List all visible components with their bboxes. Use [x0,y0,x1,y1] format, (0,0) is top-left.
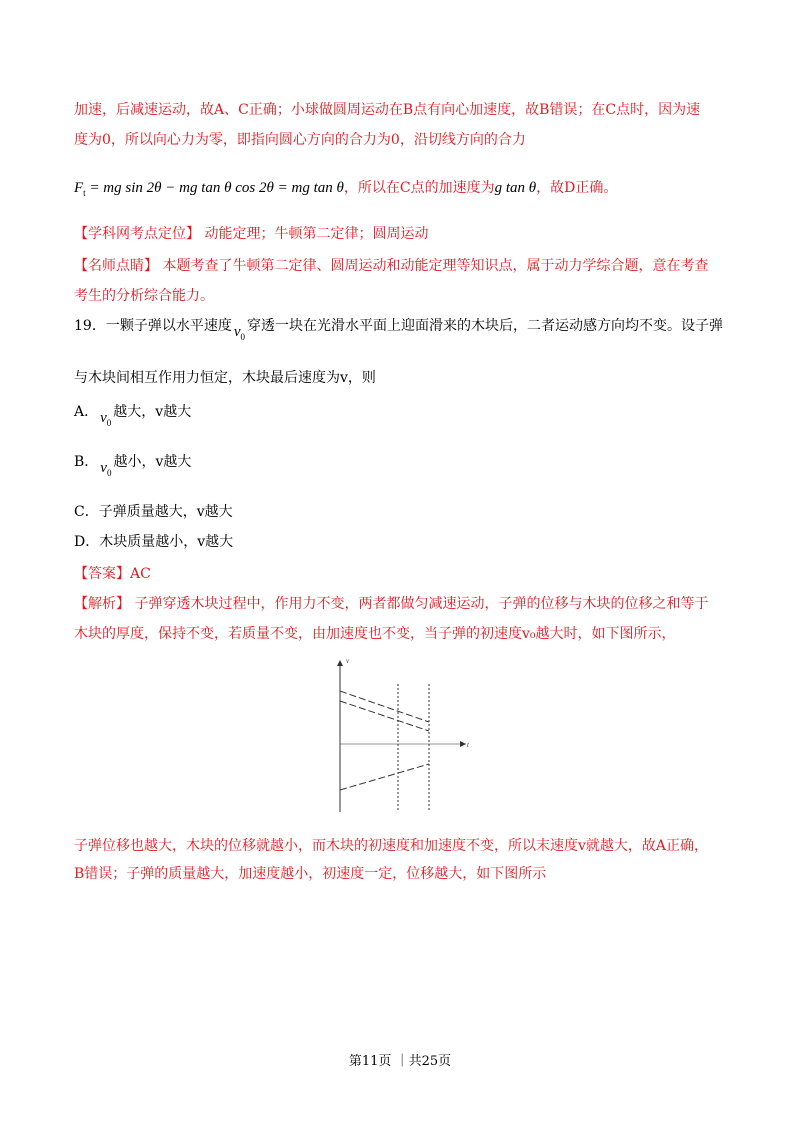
dianjing-line-1: 【名师点睛】 本题考查了牛顿第二定律、圆周运动和动能定理等知识点，属于动力学综合题，意在考查 [74,258,709,274]
formula: $F_t$ = mg sin 2θ − mg tan θ cos 2θ = mg tan θ [74,180,344,198]
option-a: A． $v_0$越大，v越大 [74,402,191,427]
question-line-1: 19．一颗子弹以水平速度 $v_0$穿透一块在光滑水平面上迎面滑来的木块后，二者运动感方向均不变。设子弹 [74,316,723,341]
text-line-2: 度为0，所以向心力为零，即指向圆心方向的合力为0，沿切线方向的合力 [74,132,526,148]
answer-label: 【答案】AC [74,566,151,582]
x-axis-label: t [467,741,469,749]
jiexi-line-1: 【解析】 子弹穿透木块过程中，作用力不变，两者都做匀减速运动，子弹的位移与木块的位移之和等于 [74,596,709,612]
y-axis-label: v [346,657,350,665]
after-line-1: 子弹位移也越大，木块的位移就越小，而木块的初速度和加速度不变，所以末速度v就越大，故A正确， [74,838,709,854]
page-footer: 第11页 ｜共25页 [348,1054,452,1069]
option-d: D．木块质量越小，v越大 [74,534,234,550]
bullet-line-2 [340,701,429,731]
jiexi-line-2: 木块的厚度，保持不变，若质量不变，由加速度也不变，当子弹的初速度v₀越大时，如下图所示， [74,626,676,642]
option-b: B． $v_0$越小，v越大 [74,452,191,477]
option-c: C．子弹质量越大，v越大 [74,504,233,520]
y-arrow-icon [337,660,343,666]
dianjing-line-2: 考生的分析综合能力。 [74,288,214,304]
v0-symbol: $v_0$ [233,324,245,342]
question-line-2: 与木块间相互作用力恒定，木块最后速度为v，则 [74,370,376,386]
formula-gtan: g tan θ [494,180,537,196]
formula-text-a: ，所以在C点的加速度为 [343,180,495,196]
v0-symbol-b: $v_0$ [100,460,112,478]
x-arrow-icon [460,741,466,747]
block-line [340,764,429,790]
after-line-2: B错误；子弹的质量越大，加速度越小，初速度一定，位移越大，如下图所示 [74,866,547,882]
kaodian-line: 【学科网考点定位】 动能定理；牛顿第二定律；圆周运动 [74,226,429,242]
bullet-line-1 [340,691,429,722]
text-line-1: 加速，后减速运动，故A、C正确；小球做圆周运动在B点有向心加速度，故B错误；在C点时，因为速 [74,102,701,118]
formula-text-c: ，故D正确。 [536,180,618,196]
v0-symbol-a: $v_0$ [100,410,112,428]
